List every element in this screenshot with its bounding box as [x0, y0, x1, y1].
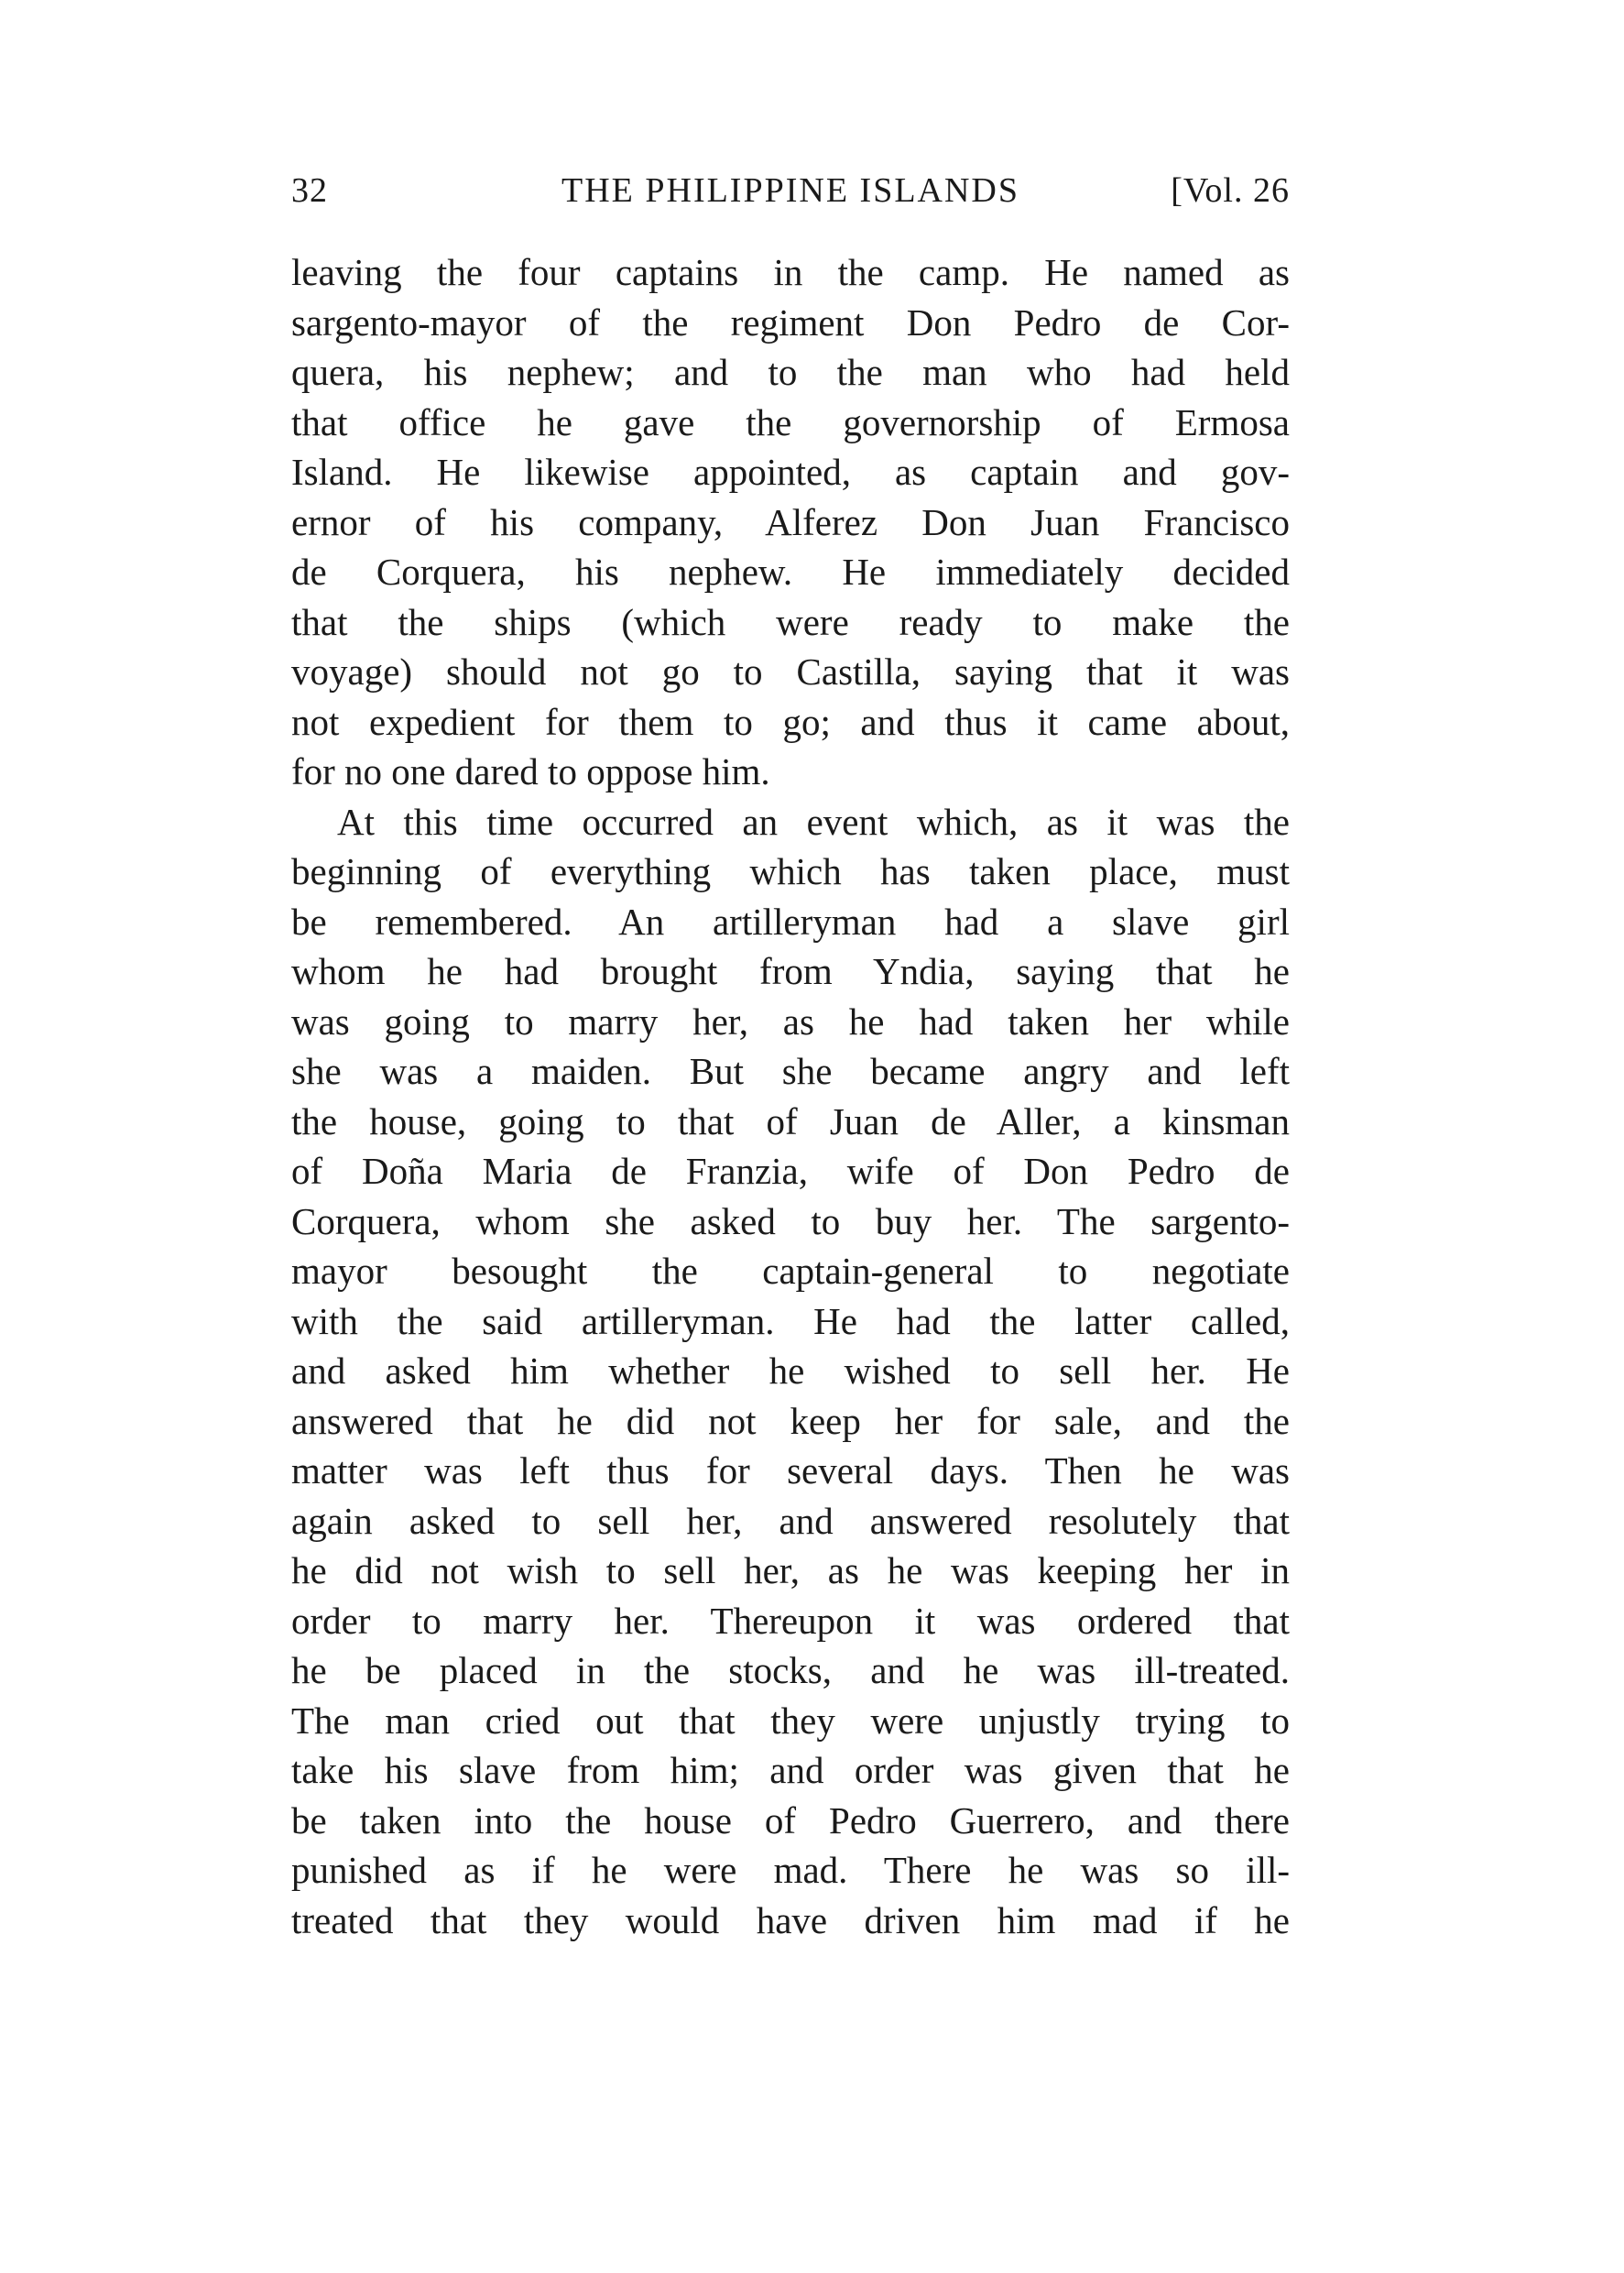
- text-line: order to marry her. Thereupon it was ordered that: [291, 1599, 1290, 1642]
- text-line: that the ships (which were ready to make the: [291, 600, 1290, 643]
- text-line: whom he had brought from Yndia, saying that he: [291, 950, 1290, 992]
- paragraph-1: [291, 247, 1290, 797]
- text-line: Island. He likewise appointed, as captain and gov-: [291, 451, 1290, 493]
- text-line: again asked to sell her, and answered resolutely that: [291, 1499, 1290, 1542]
- body-text: [291, 247, 1290, 1945]
- text-line: de Corquera, his nephew. He immediately decided: [291, 551, 1290, 593]
- text-line: and asked him whether he wished to sell her. He: [291, 1350, 1290, 1392]
- text-line: beginning of everything which has taken place, must: [291, 850, 1290, 892]
- text-line: of Doña Maria de Franzia, wife of Don Pedro de: [291, 1150, 1290, 1192]
- text-line: leaving the four captains in the camp. He named as: [291, 251, 1290, 293]
- text-line: that office he gave the governorship of Ermosa: [291, 400, 1290, 443]
- text-line: The man cried out that they were unjustly trying to: [291, 1699, 1290, 1742]
- text-line: be taken into the house of Pedro Guerrero, and there: [291, 1798, 1290, 1841]
- text-line: was going to marry her, as he had taken her while: [291, 1000, 1290, 1043]
- text-line: he did not wish to sell her, as he was keeping her in: [291, 1549, 1290, 1591]
- text-line: punished as if he were mad. There he was so ill-: [291, 1849, 1290, 1891]
- text-line: voyage) should not go to Castilla, saying that it was: [291, 650, 1290, 693]
- text-line: sargento-mayor of the regiment Don Pedro de Cor-: [291, 301, 1290, 344]
- paragraph-2: [291, 797, 1290, 1946]
- text-line: ernor of his company, Alferez Don Juan Francisco: [291, 500, 1290, 543]
- text-line: not expedient for them to go; and thus it came about,: [291, 700, 1290, 743]
- text-line: At this time occurred an event which, as it was the: [337, 800, 1290, 843]
- text-line: take his slave from him; and order was given that he: [291, 1749, 1290, 1791]
- text-line: mayor besought the captain-general to negotiate: [291, 1250, 1290, 1292]
- page-number: 32: [291, 171, 328, 210]
- text-line: with the said artilleryman. He had the latter called,: [291, 1299, 1290, 1342]
- text-line: Corquera, whom she asked to buy her. The sargento-: [291, 1199, 1290, 1242]
- text-line: answered that he did not keep her for sale, and the: [291, 1399, 1290, 1442]
- volume-label: [Vol. 26: [1171, 171, 1290, 210]
- text-line: he be placed in the stocks, and he was ill-treated.: [291, 1649, 1290, 1691]
- text-line: matter was left thus for several days. Then he was: [291, 1449, 1290, 1492]
- text-line: quera, his nephew; and to the man who had held: [291, 351, 1290, 393]
- running-title: THE PHILIPPINE ISLANDS: [561, 171, 1019, 210]
- text-line: she was a maiden. But she became angry and left: [291, 1050, 1290, 1092]
- text-line: for no one dared to oppose him.: [291, 750, 770, 792]
- running-header: [291, 170, 1290, 225]
- text-line: the house, going to that of Juan de Aller, a kinsman: [291, 1099, 1290, 1142]
- text-line: be remembered. An artilleryman had a slave girl: [291, 900, 1290, 943]
- text-line: treated that they would have driven him mad if he: [291, 1898, 1290, 1941]
